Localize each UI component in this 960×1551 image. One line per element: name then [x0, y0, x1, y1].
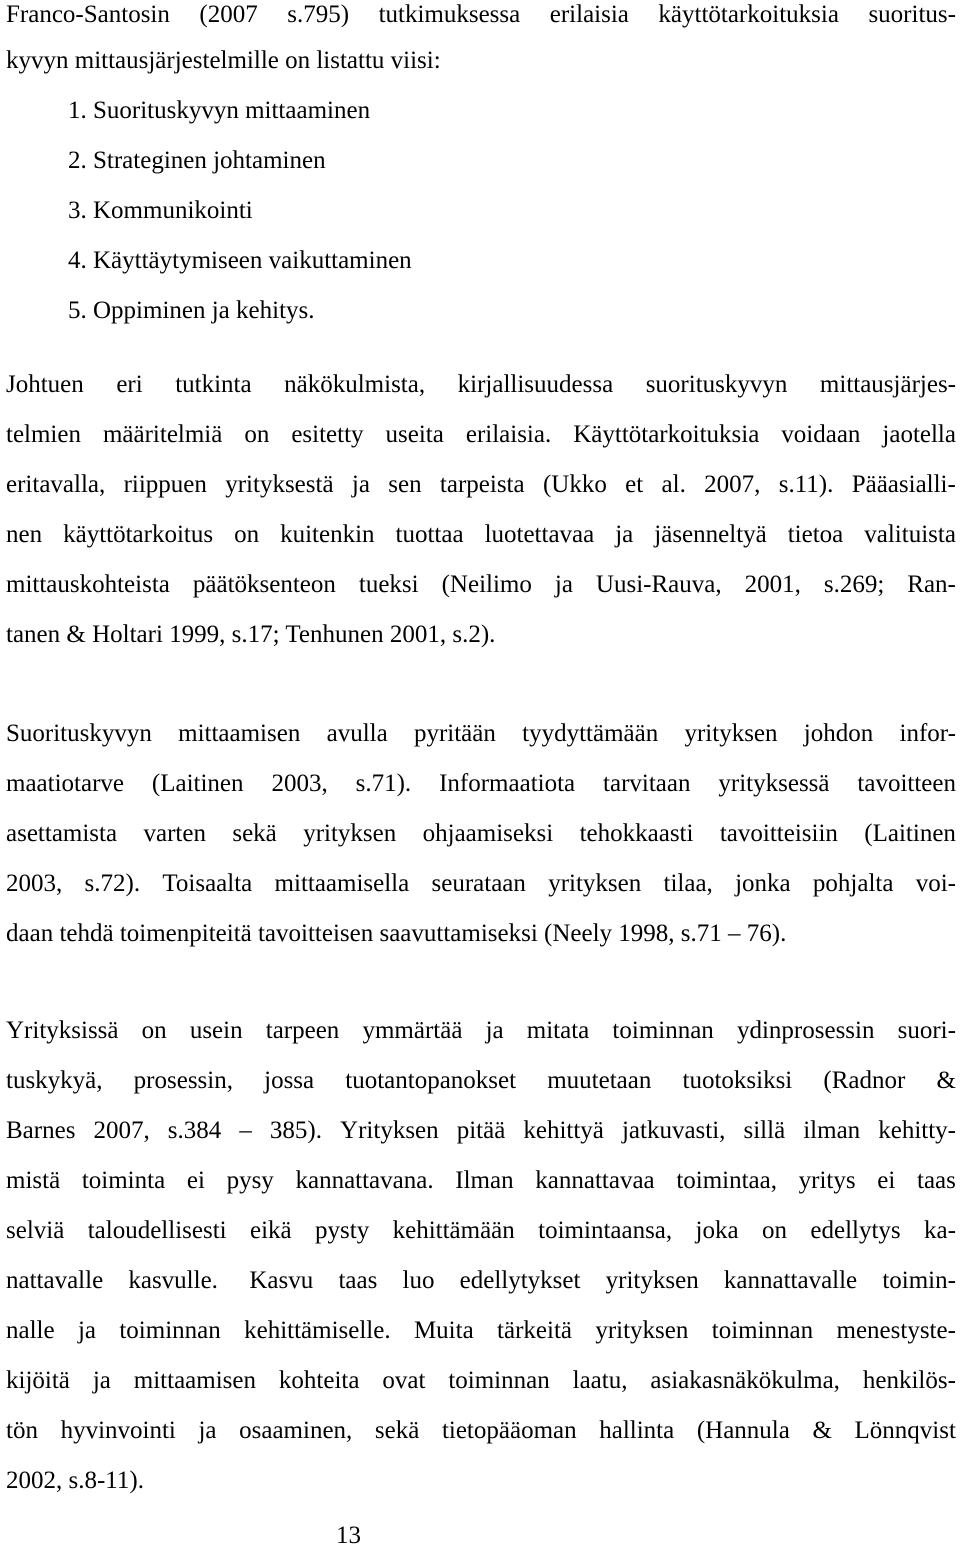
word: ja — [485, 1017, 504, 1044]
word: erilaisia. — [465, 421, 552, 448]
word: luotettavaa — [484, 521, 595, 548]
word: joka — [695, 1217, 739, 1244]
word: kehittämiselle. — [244, 1317, 391, 1344]
word: ja — [351, 471, 370, 498]
paragraph-line — [6, 1416, 956, 1446]
word: mittauskohteista — [6, 571, 170, 598]
word: on — [234, 521, 260, 548]
word: nattavalle — [6, 1267, 104, 1294]
word: henkilös- — [862, 1367, 956, 1394]
word: kannattavalle — [723, 1267, 858, 1294]
word: s.11). — [778, 471, 834, 498]
list-item: 3. Kommunikointi — [68, 197, 253, 224]
word: 2003, — [6, 870, 63, 897]
word: ja — [198, 1417, 217, 1444]
word: suoritus- — [868, 1, 956, 28]
word: yrityksen — [605, 1267, 699, 1294]
word: Franco-Santosin — [6, 1, 170, 28]
word: taas — [338, 1267, 378, 1294]
word: kehitty- — [878, 1117, 956, 1144]
word: s.795) — [287, 1, 350, 28]
word: ka- — [924, 1217, 956, 1244]
word: (Neilimo — [441, 571, 532, 598]
word: asettamista — [6, 820, 118, 847]
list-item: 4. Käyttäytymiseen vaikuttaminen — [68, 247, 412, 274]
word: esitetty — [291, 421, 364, 448]
word: nen — [6, 521, 43, 548]
paragraph-line — [6, 1166, 956, 1196]
word: tarvitaan — [603, 770, 691, 797]
word: kehittyä — [523, 1117, 604, 1144]
word: Yrityksissä — [6, 1017, 119, 1044]
word: on — [761, 1217, 787, 1244]
word: tarpeista — [439, 471, 525, 498]
word: suori- — [897, 1017, 956, 1044]
word: usein — [189, 1017, 243, 1044]
intro-line — [6, 0, 956, 30]
word: riippuen — [123, 471, 207, 498]
paragraph-line — [6, 1316, 956, 1346]
paragraph-line — [6, 769, 956, 799]
word: Muita — [413, 1317, 474, 1344]
word: mistä — [6, 1167, 61, 1194]
word: eritavalla, — [6, 471, 106, 498]
word: Lönnqvist — [854, 1417, 956, 1444]
word: tietopääoman — [441, 1417, 577, 1444]
word: et — [625, 471, 644, 498]
word: & — [812, 1417, 832, 1444]
word: (2007 — [199, 1, 258, 28]
word: kehittämään — [392, 1217, 515, 1244]
word: ohjaamiseksi — [422, 820, 554, 847]
word: pohjalta — [812, 870, 894, 897]
word: yrityksestä — [225, 471, 334, 498]
word: edellytys — [810, 1217, 901, 1244]
word: mittausjärjes- — [819, 371, 956, 398]
word: jonka — [735, 870, 791, 897]
paragraph-line — [6, 1016, 956, 1046]
word: jäsenneltyä — [654, 521, 767, 548]
word: telmien — [6, 421, 81, 448]
word: Suorituskyvyn — [6, 720, 152, 747]
word: Uusi-Rauva, — [595, 571, 722, 598]
word: toiminnan — [711, 1317, 814, 1344]
word: mitata — [526, 1017, 590, 1044]
word: ja — [554, 571, 573, 598]
word: kasvulle. — [128, 1267, 225, 1294]
list-item: 1. Suorituskyvyn mittaaminen — [68, 97, 371, 124]
paragraph-line — [6, 570, 956, 600]
word: kannattavana. — [295, 1167, 434, 1194]
paragraph-line — [6, 1266, 956, 1296]
list-item: 5. Oppiminen ja kehitys. — [68, 297, 315, 324]
word: voi- — [915, 870, 956, 897]
word: tuottaa — [395, 521, 464, 548]
paragraph-line — [6, 1066, 956, 1096]
word: ei — [186, 1167, 205, 1194]
word: tehokkaasti — [579, 820, 694, 847]
word: eri — [116, 371, 143, 398]
word: sekä — [374, 1417, 420, 1444]
word: yrityksen — [548, 870, 642, 897]
word: avulla — [326, 720, 388, 747]
word: Kasvu — [249, 1267, 314, 1294]
word: yrityksen — [684, 720, 778, 747]
word: ja — [615, 521, 634, 548]
word: taloudellisesti — [87, 1217, 227, 1244]
paragraph-line — [6, 420, 956, 450]
word: kijöitä — [6, 1367, 70, 1394]
word: päätöksenteon — [192, 571, 336, 598]
word: yrityksen — [303, 820, 397, 847]
word: sekä — [232, 820, 277, 847]
word: (Radnor — [823, 1067, 906, 1094]
word: toimintaansa, — [538, 1217, 673, 1244]
word: Johtuen — [6, 371, 84, 398]
word: taas — [917, 1167, 956, 1194]
word: tarpeen — [265, 1017, 340, 1044]
word: tutkimuksessa — [378, 1, 521, 28]
word: kirjallisuudessa — [457, 371, 614, 398]
word: toimintaa, — [676, 1167, 777, 1194]
word: tuotoksiksi — [682, 1067, 793, 1094]
word: 2007, — [704, 471, 761, 498]
word: kuitenkin — [280, 521, 375, 548]
word: osaaminen, — [239, 1417, 353, 1444]
word: tyydyttämään — [522, 720, 659, 747]
word: tilaa, — [663, 870, 713, 897]
word: ymmärtää — [362, 1017, 463, 1044]
word: voidaan — [781, 421, 861, 448]
list-item: 2. Strateginen johtaminen — [68, 147, 326, 174]
word: s.72). — [84, 870, 141, 897]
word: jaotella — [882, 421, 956, 448]
word: Pääasialli- — [851, 471, 956, 498]
word: (Hannula — [696, 1417, 790, 1444]
word: toiminta — [81, 1167, 166, 1194]
word: tärkeitä — [497, 1317, 572, 1344]
word: Informaatiota — [439, 770, 576, 797]
word: kannattavaa — [535, 1167, 655, 1194]
word: eikä — [249, 1217, 292, 1244]
word: ilman — [803, 1117, 861, 1144]
word: Käyttötarkoituksia — [573, 421, 760, 448]
word: Barnes — [6, 1117, 76, 1144]
word: hallinta — [599, 1417, 675, 1444]
word: (Laitinen — [864, 820, 956, 847]
word: muutetaan — [547, 1067, 652, 1094]
word: asiakasnäkökulma, — [650, 1367, 840, 1394]
word: (Laitinen — [151, 770, 244, 797]
word: Toisaalta — [162, 870, 253, 897]
word: ovat — [382, 1367, 426, 1394]
word: yrityksessä — [718, 770, 830, 797]
word: 2007, — [93, 1117, 150, 1144]
word: prosessin, — [133, 1067, 233, 1094]
intro-line: kyvyn mittausjärjestelmille on listattu viisi: — [6, 47, 441, 74]
word: al. — [661, 471, 686, 498]
word: sillä — [743, 1117, 786, 1144]
word: on — [141, 1017, 167, 1044]
word: tietoa — [787, 521, 844, 548]
word: nalle — [6, 1317, 55, 1344]
word: tavoitteen — [857, 770, 956, 797]
word: erilaisia — [549, 1, 629, 28]
word: ja — [77, 1317, 96, 1344]
word: yrityksen — [595, 1317, 689, 1344]
word: ydinprosessin — [736, 1017, 875, 1044]
word: tuotantopanokset — [345, 1067, 517, 1094]
word: johdon — [803, 720, 874, 747]
word: toiminnan — [119, 1317, 221, 1344]
word: pysty — [315, 1217, 370, 1244]
word: Ilman — [455, 1167, 514, 1194]
word: 2003, — [271, 770, 328, 797]
paragraph-line — [6, 1366, 956, 1396]
word: maatiotarve — [6, 770, 124, 797]
word: toiminnan — [448, 1367, 550, 1394]
word: jatkuvasti, — [621, 1117, 726, 1144]
word: hyvinvointi — [60, 1417, 176, 1444]
word: käyttötarkoituksia — [658, 1, 839, 28]
word: pyritään — [413, 720, 496, 747]
paragraph-line — [6, 1216, 956, 1246]
paragraph-line: 2002, s.8-11). — [6, 1467, 144, 1494]
word: seurataan — [431, 870, 526, 897]
paragraph-line — [6, 819, 956, 849]
word: tön — [6, 1417, 38, 1444]
word: tutkinta — [175, 371, 252, 398]
word: s.269; — [823, 571, 885, 598]
word: infor- — [899, 720, 956, 747]
word: pitää — [456, 1117, 506, 1144]
page-number: 13 — [336, 1522, 361, 1549]
word: määritelmiä — [102, 421, 223, 448]
word: ja — [92, 1367, 111, 1394]
word: sen — [388, 471, 422, 498]
word: kohteita — [278, 1367, 360, 1394]
word: (Ukko — [542, 471, 607, 498]
word: luo — [402, 1267, 435, 1294]
word: pysy — [226, 1167, 274, 1194]
word: edellytykset — [459, 1267, 581, 1294]
word: toimin- — [882, 1267, 956, 1294]
paragraph-line — [6, 470, 956, 500]
paragraph-line — [6, 370, 956, 400]
word: varten — [143, 820, 206, 847]
word: näkökulmista, — [284, 371, 426, 398]
word: 385). — [269, 1117, 322, 1144]
paragraph-line — [6, 1116, 956, 1146]
word: selviä — [6, 1217, 65, 1244]
word: mittaamisen — [178, 720, 301, 747]
word: ei — [877, 1167, 896, 1194]
word: s.71). — [355, 770, 412, 797]
word: tuskykyä, — [6, 1067, 103, 1094]
paragraph-line — [6, 719, 956, 749]
paragraph-line — [6, 520, 956, 550]
word: käyttötarkoitus — [63, 521, 214, 548]
word: on — [244, 421, 270, 448]
word: 2001, — [744, 571, 801, 598]
word: jossa — [264, 1067, 315, 1094]
word: toiminnan — [612, 1017, 714, 1044]
word: tueksi — [358, 571, 419, 598]
word: s.384 — [167, 1117, 222, 1144]
word: yritys — [798, 1167, 856, 1194]
word: & — [936, 1067, 956, 1094]
word: valituista — [864, 521, 956, 548]
word: – — [239, 1117, 252, 1144]
word: laatu, — [572, 1367, 628, 1394]
paragraph-line: tanen & Holtari 1999, s.17; Tenhunen 2001, s.2). — [6, 621, 496, 648]
word: mittaamisen — [133, 1367, 256, 1394]
word: useita — [385, 421, 444, 448]
word: tavoitteisiin — [719, 820, 838, 847]
paragraph-line: daan tehdä toimenpiteitä tavoitteisen saavuttamiseksi (Neely 1998, s.71 – 76). — [6, 920, 787, 947]
word: suorituskyvyn — [645, 371, 788, 398]
word: Yrityksen — [340, 1117, 439, 1144]
paragraph-line — [6, 869, 956, 899]
word: mittaamisella — [274, 870, 410, 897]
word: menestyste- — [836, 1317, 956, 1344]
word: Ran- — [907, 571, 956, 598]
